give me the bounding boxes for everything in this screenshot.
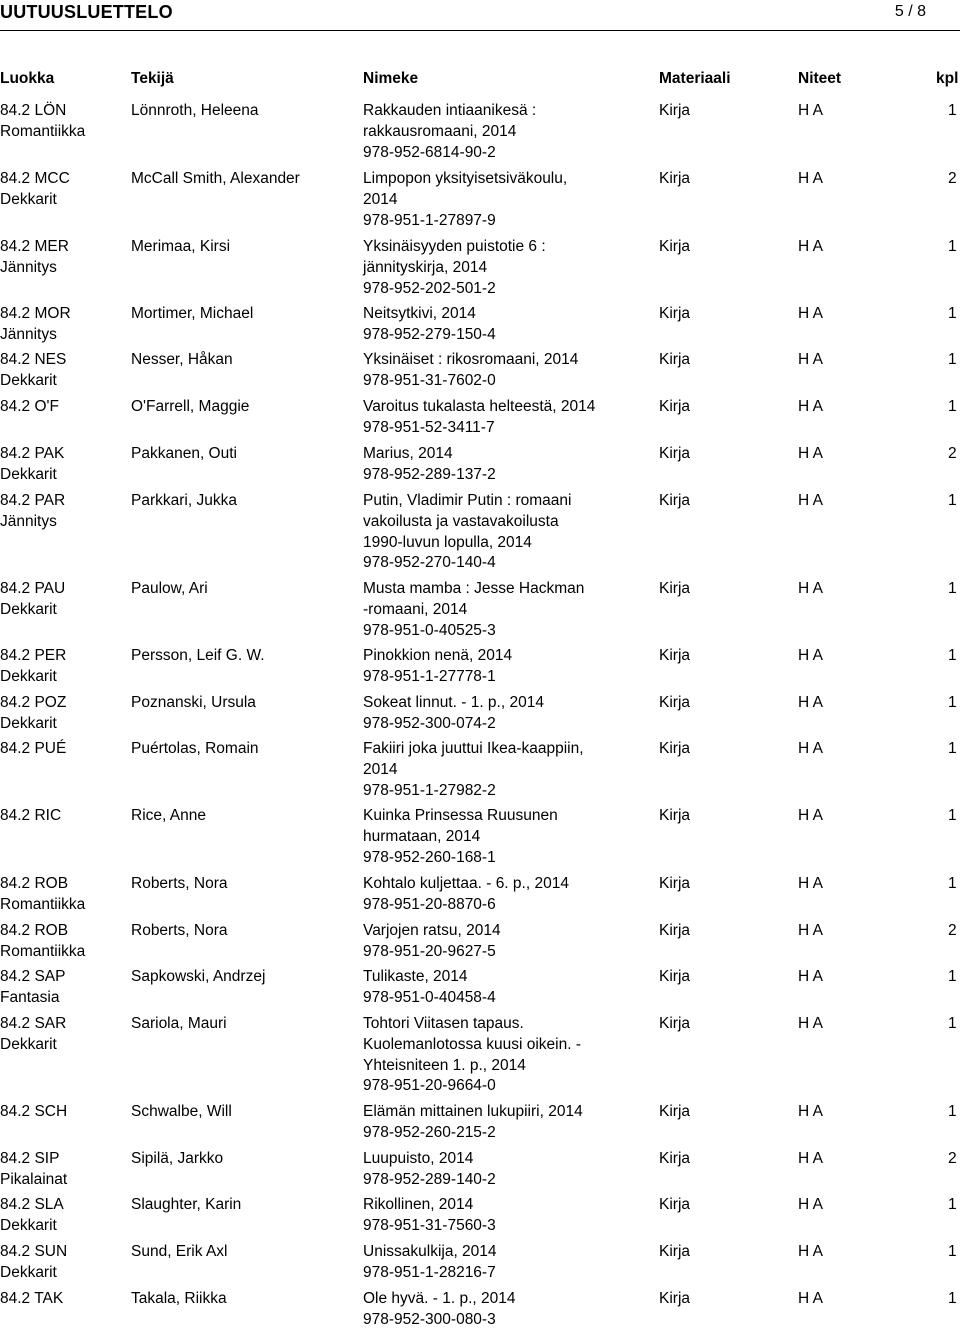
- entry-isbn: 978-951-1-27982-2: [363, 781, 496, 799]
- column-header-notes: Niteet: [798, 70, 842, 87]
- entry-class-cell: [0, 806, 128, 827]
- entry-class-cell: [0, 921, 128, 963]
- entry-title-line: 2014: [363, 190, 398, 208]
- entry-class-code: 84.2 SIP: [0, 1150, 60, 1167]
- entry-isbn: 978-951-0-40458-4: [363, 988, 496, 1006]
- entry-class-code: 84.2 PUÉ: [0, 740, 67, 757]
- entry-material: Kirja: [659, 305, 691, 322]
- entry-isbn: 978-952-289-140-2: [363, 1170, 496, 1188]
- entry-author: Takala, Riikka: [131, 1290, 227, 1307]
- entry-title-line: Unissakulkija, 2014: [363, 1243, 497, 1260]
- entry-material: Kirja: [659, 1290, 691, 1307]
- entry-material: Kirja: [659, 580, 691, 597]
- entry-title-line: Varoitus tukalasta helteestä, 2014: [363, 398, 596, 415]
- entry-genre: Dekkarit: [0, 190, 57, 208]
- page-number: 5 / 8: [894, 3, 926, 20]
- entry-material: Kirja: [659, 1103, 691, 1120]
- entry-isbn: 978-951-20-9664-0: [363, 1077, 496, 1095]
- entry-isbn: 978-952-270-140-4: [363, 554, 496, 572]
- entry-notes: H A: [798, 1103, 823, 1120]
- entry-notes: H A: [798, 238, 823, 255]
- column-header-material: Materiaali: [659, 70, 731, 87]
- entry-count: 1: [948, 1103, 957, 1120]
- entry-author: Roberts, Nora: [131, 875, 228, 892]
- entry-title-cell: [363, 304, 623, 346]
- entry-title-line: Ole hyvä. - 1. p., 2014: [363, 1290, 516, 1307]
- entry-isbn: 978-952-6814-90-2: [363, 143, 496, 161]
- document-title: UUTUUSLUETTELO: [0, 2, 173, 22]
- entry-class-cell: [0, 444, 128, 486]
- entry-author: Lönnroth, Heleena: [131, 102, 259, 119]
- entry-author: Slaughter, Karin: [131, 1196, 242, 1213]
- entry-material: Kirja: [659, 492, 691, 509]
- entry-class-code: 84.2 PER: [0, 647, 67, 664]
- entry-title-cell: [363, 1195, 623, 1237]
- entry-notes: H A: [798, 1150, 823, 1167]
- entry-class-code: 84.2 PAU: [0, 580, 66, 597]
- entry-notes: H A: [798, 351, 823, 368]
- entry-material: Kirja: [659, 807, 691, 824]
- entry-class-cell: [0, 304, 128, 346]
- entry-class-code: 84.2 PAK: [0, 445, 65, 462]
- entry-material: Kirja: [659, 1015, 691, 1032]
- entry-genre: Jännitys: [0, 512, 57, 530]
- entry-class-code: 84.2 POZ: [0, 694, 67, 711]
- entry-title-line: jännityskirja, 2014: [363, 258, 488, 276]
- entry-count: 2: [948, 445, 957, 462]
- entry-notes: H A: [798, 170, 823, 187]
- entry-author: Paulow, Ari: [131, 580, 208, 597]
- entry-title-cell: [363, 806, 623, 868]
- entry-title-cell: [363, 579, 623, 641]
- entry-count: 1: [948, 1243, 957, 1260]
- entry-class-code: 84.2 SAR: [0, 1015, 67, 1032]
- entry-class-code: 84.2 ROB: [0, 922, 69, 939]
- entry-material: Kirja: [659, 1243, 691, 1260]
- entry-title-cell: [363, 444, 623, 486]
- entry-notes: H A: [798, 740, 823, 757]
- entry-class-cell: [0, 579, 128, 621]
- entry-isbn: 978-951-31-7602-0: [363, 371, 496, 389]
- entry-author: Poznanski, Ursula: [131, 694, 256, 711]
- entry-genre: Dekkarit: [0, 600, 57, 618]
- entry-notes: H A: [798, 1196, 823, 1213]
- column-header-title: Nimeke: [363, 70, 419, 87]
- entry-isbn: 978-952-300-074-2: [363, 714, 496, 732]
- entry-author: Sariola, Mauri: [131, 1015, 227, 1032]
- entry-count: 1: [948, 492, 957, 509]
- entry-title-cell: [363, 169, 623, 231]
- entry-title-cell: [363, 921, 623, 963]
- entry-notes: H A: [798, 398, 823, 415]
- entry-title-cell: [363, 1014, 623, 1097]
- entry-isbn: 978-952-289-137-2: [363, 465, 496, 483]
- entry-class-cell: [0, 491, 128, 533]
- entry-title-line: Marius, 2014: [363, 445, 453, 462]
- entry-class-cell: [0, 1149, 128, 1191]
- entry-title-line: Yksinäiset : rikosromaani, 2014: [363, 351, 579, 368]
- entry-notes: H A: [798, 922, 823, 939]
- entry-author: Rice, Anne: [131, 807, 206, 824]
- entry-class-cell: [0, 1289, 128, 1310]
- entry-genre: Dekkarit: [0, 465, 57, 483]
- entry-count: 2: [948, 922, 957, 939]
- entry-class-cell: [0, 169, 128, 211]
- entry-author: Roberts, Nora: [131, 922, 228, 939]
- entry-title-cell: [363, 967, 623, 1009]
- entry-title-line: Rakkauden intiaanikesä :: [363, 102, 537, 119]
- entry-class-cell: [0, 1242, 128, 1284]
- entry-isbn: 978-951-52-3411-7: [363, 418, 495, 436]
- entry-class-code: 84.2 MCC: [0, 170, 70, 187]
- entry-genre: Dekkarit: [0, 371, 57, 389]
- entry-title-line: Kohtalo kuljettaa. - 6. p., 2014: [363, 875, 569, 892]
- entry-author: Parkkari, Jukka: [131, 492, 237, 509]
- entry-material: Kirja: [659, 445, 691, 462]
- entry-class-cell: [0, 350, 128, 392]
- entry-count: 1: [948, 580, 957, 597]
- entry-genre: Dekkarit: [0, 1263, 57, 1281]
- entry-isbn: 978-952-279-150-4: [363, 325, 496, 343]
- entry-notes: H A: [798, 968, 823, 985]
- entry-count: 2: [948, 170, 957, 187]
- entry-count: 1: [948, 807, 957, 824]
- entry-count: 1: [948, 647, 957, 664]
- entry-title-line: Yhteisniteen 1. p., 2014: [363, 1056, 526, 1074]
- entry-class-cell: [0, 967, 128, 1009]
- entry-class-code: 84.2 RIC: [0, 807, 62, 824]
- page-header: [0, 0, 960, 31]
- entry-title-line: 2014: [363, 760, 398, 778]
- entry-material: Kirja: [659, 238, 691, 255]
- entry-material: Kirja: [659, 1196, 691, 1213]
- entry-title-line: Fakiiri joka juuttui Ikea-kaappiin,: [363, 740, 584, 757]
- entry-class-cell: [0, 1014, 128, 1056]
- entry-count: 1: [948, 875, 957, 892]
- entry-title-cell: [363, 237, 623, 299]
- entry-material: Kirja: [659, 875, 691, 892]
- entry-title-line: Luupuisto, 2014: [363, 1150, 474, 1167]
- entry-title-cell: [363, 739, 623, 801]
- entry-notes: H A: [798, 647, 823, 664]
- entry-material: Kirja: [659, 968, 691, 985]
- entry-material: Kirja: [659, 1150, 691, 1167]
- entry-count: 1: [948, 1196, 957, 1213]
- entry-genre: Dekkarit: [0, 1216, 57, 1234]
- entry-notes: H A: [798, 305, 823, 322]
- entry-title-line: 1990-luvun lopulla, 2014: [363, 533, 532, 551]
- entry-author: Sipilä, Jarkko: [131, 1150, 224, 1167]
- entry-class-cell: [0, 874, 128, 916]
- column-header-author: Tekijä: [131, 70, 174, 87]
- entry-isbn: 978-952-260-168-1: [363, 848, 496, 866]
- entry-genre: Dekkarit: [0, 1035, 57, 1053]
- entry-material: Kirja: [659, 398, 691, 415]
- entry-title-cell: [363, 101, 623, 163]
- entry-notes: H A: [798, 445, 823, 462]
- entry-count: 1: [948, 305, 957, 322]
- entry-class-code: 84.2 NES: [0, 351, 67, 368]
- entry-class-cell: [0, 1102, 128, 1123]
- entry-title-line: Tohtori Viitasen tapaus.: [363, 1015, 524, 1032]
- entry-title-line: Yksinäisyyden puistotie 6 :: [363, 238, 546, 255]
- entry-title-line: Rikollinen, 2014: [363, 1196, 474, 1213]
- entry-title-cell: [363, 1149, 623, 1191]
- entry-title-line: Pinokkion nenä, 2014: [363, 647, 513, 664]
- entry-genre: Dekkarit: [0, 714, 57, 732]
- entry-class-code: 84.2 PAR: [0, 492, 66, 509]
- entry-count: 1: [948, 968, 957, 985]
- entry-title-line: Varjojen ratsu, 2014: [363, 922, 501, 939]
- entry-class-cell: [0, 101, 128, 143]
- entry-material: Kirja: [659, 647, 691, 664]
- entry-isbn: 978-951-1-27778-1: [363, 667, 496, 685]
- entry-title-line: Putin, Vladimir Putin : romaani: [363, 492, 572, 509]
- entry-title-line: Neitsytkivi, 2014: [363, 305, 476, 322]
- entry-count: 1: [948, 694, 957, 711]
- entry-notes: H A: [798, 102, 823, 119]
- entry-author: O'Farrell, Maggie: [131, 398, 250, 415]
- entry-material: Kirja: [659, 922, 691, 939]
- entry-title-line: Musta mamba : Jesse Hackman: [363, 580, 585, 597]
- entry-title-cell: [363, 1102, 623, 1144]
- entry-author: Puértolas, Romain: [131, 740, 259, 757]
- entry-title-cell: [363, 1242, 623, 1284]
- entry-count: 2: [948, 1150, 957, 1167]
- entry-genre: Romantiikka: [0, 122, 86, 140]
- entry-isbn: 978-952-300-080-3: [363, 1310, 496, 1328]
- entry-genre: Pikalainat: [0, 1170, 68, 1188]
- entry-isbn: 978-951-1-27897-9: [363, 211, 496, 229]
- entry-isbn: 978-952-202-501-2: [363, 279, 496, 297]
- entry-notes: H A: [798, 807, 823, 824]
- entry-title-cell: [363, 491, 623, 574]
- entry-material: Kirja: [659, 102, 691, 119]
- entry-class-cell: [0, 693, 128, 735]
- entry-title-line: hurmataan, 2014: [363, 827, 481, 845]
- entry-author: McCall Smith, Alexander: [131, 170, 300, 187]
- entry-class-code: 84.2 ROB: [0, 875, 69, 892]
- entry-author: Sapkowski, Andrzej: [131, 968, 266, 985]
- entry-title-line: Sokeat linnut. - 1. p., 2014: [363, 694, 544, 711]
- entry-title-line: rakkausromaani, 2014: [363, 122, 517, 140]
- entry-material: Kirja: [659, 351, 691, 368]
- entry-author: Nesser, Håkan: [131, 351, 233, 368]
- entry-title-line: Elämän mittainen lukupiiri, 2014: [363, 1103, 583, 1120]
- entry-class-cell: [0, 1195, 128, 1237]
- entry-title-cell: [363, 693, 623, 735]
- entry-title-line: Tulikaste, 2014: [363, 968, 468, 985]
- entry-genre: Jännitys: [0, 325, 57, 343]
- entry-author: Persson, Leif G. W.: [131, 647, 265, 664]
- entry-isbn: 978-951-20-8870-6: [363, 895, 496, 913]
- entry-class-cell: [0, 739, 128, 760]
- entry-genre: Dekkarit: [0, 667, 57, 685]
- entry-count: 1: [948, 740, 957, 757]
- entry-title-line: -romaani, 2014: [363, 600, 468, 618]
- column-header-class: Luokka: [0, 70, 55, 87]
- entry-author: Sund, Erik Axl: [131, 1243, 228, 1260]
- entry-notes: H A: [798, 492, 823, 509]
- entry-genre: Jännitys: [0, 258, 57, 276]
- entry-class-code: 84.2 MOR: [0, 305, 71, 322]
- entry-class-code: 84.2 SUN: [0, 1243, 68, 1260]
- entry-class-code: 84.2 SAP: [0, 968, 66, 985]
- entry-notes: H A: [798, 875, 823, 892]
- entry-title-cell: [363, 397, 623, 439]
- entry-title-cell: [363, 874, 623, 916]
- entry-class-code: 84.2 LÖN: [0, 102, 67, 119]
- entry-notes: H A: [798, 580, 823, 597]
- entry-isbn: 978-951-31-7560-3: [363, 1216, 496, 1234]
- entry-isbn: 978-951-20-9627-5: [363, 942, 496, 960]
- entry-notes: H A: [798, 1015, 823, 1032]
- entry-material: Kirja: [659, 694, 691, 711]
- entry-author: Pakkanen, Outi: [131, 445, 237, 462]
- entry-class-code: 84.2 SLA: [0, 1196, 64, 1213]
- entry-genre: Romantiikka: [0, 895, 86, 913]
- entry-title-line: Limpopon yksityisetsiväkoulu,: [363, 170, 568, 187]
- entry-isbn: 978-951-0-40525-3: [363, 621, 496, 639]
- entry-title-line: Kuinka Prinsessa Ruusunen: [363, 807, 558, 824]
- entry-author: Mortimer, Michael: [131, 305, 254, 322]
- entry-class-cell: [0, 237, 128, 279]
- entry-material: Kirja: [659, 170, 691, 187]
- entry-notes: H A: [798, 694, 823, 711]
- entry-count: 1: [948, 1290, 957, 1307]
- entry-count: 1: [948, 398, 957, 415]
- entry-title-line: vakoilusta ja vastavakoilusta: [363, 512, 559, 530]
- entry-class-code: 84.2 MER: [0, 238, 69, 255]
- entry-count: 1: [948, 1015, 957, 1032]
- entry-count: 1: [948, 102, 957, 119]
- entry-title-line: Kuolemanlotossa kuusi oikein. -: [363, 1035, 581, 1053]
- entry-author: Merimaa, Kirsi: [131, 238, 231, 255]
- entry-count: 1: [948, 238, 957, 255]
- column-header-count: kpl: [936, 70, 959, 87]
- entry-genre: Romantiikka: [0, 942, 86, 960]
- entry-isbn: 978-952-260-215-2: [363, 1123, 496, 1141]
- entry-class-code: 84.2 O'F: [0, 398, 59, 415]
- entry-isbn: 978-951-1-28216-7: [363, 1263, 496, 1281]
- entry-author: Schwalbe, Will: [131, 1103, 232, 1120]
- entry-class-code: 84.2 SCH: [0, 1103, 68, 1120]
- entry-material: Kirja: [659, 740, 691, 757]
- entry-title-cell: [363, 646, 623, 688]
- entry-class-code: 84.2 TAK: [0, 1290, 64, 1307]
- entry-class-cell: [0, 397, 128, 418]
- entry-notes: H A: [798, 1243, 823, 1260]
- entry-title-cell: [363, 1289, 623, 1331]
- entry-notes: H A: [798, 1290, 823, 1307]
- entry-title-cell: [363, 350, 623, 392]
- entry-genre: Fantasia: [0, 988, 60, 1006]
- entry-class-cell: [0, 646, 128, 688]
- entry-count: 1: [948, 351, 957, 368]
